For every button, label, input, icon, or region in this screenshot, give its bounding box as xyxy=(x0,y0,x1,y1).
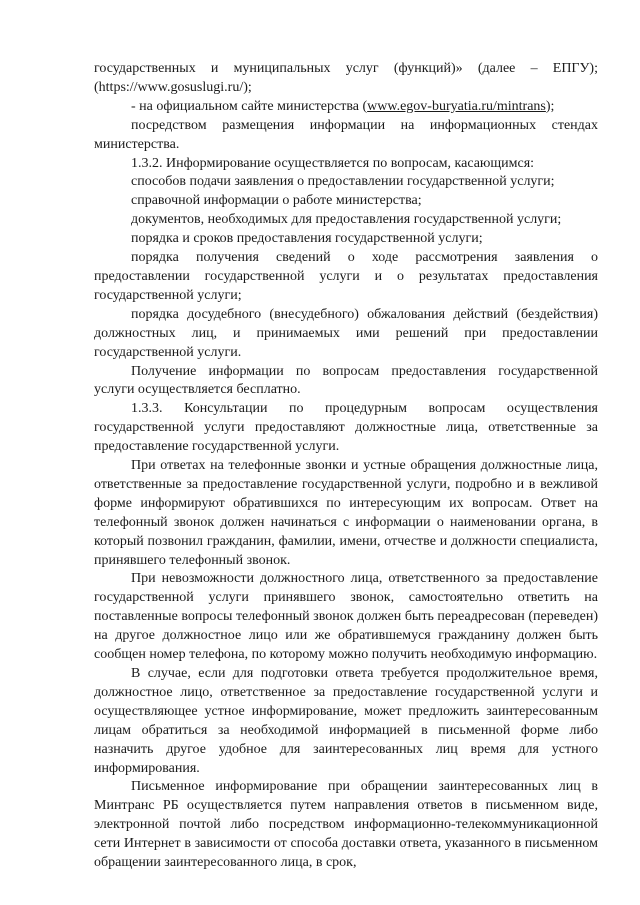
paragraph-ministry-site-before: - на официальном сайте министерства ( xyxy=(131,98,368,114)
paragraph-section-1-3-3: 1.3.3. Консультации по процедурным вопросам осуществления государственной услуги предоставляют должностные лица, ответственные за предоставление государственной услуги. xyxy=(94,401,598,455)
document-page xyxy=(94,60,598,873)
paragraph-ministry-site xyxy=(94,98,598,117)
paragraph-reference-info: справочной информации о работе министерства; xyxy=(131,193,422,209)
paragraph-epgu: государственных и муниципальных услуг (функций)» (далее – ЕПГУ); (https://www.gosuslugi.ru/); xyxy=(94,61,598,95)
paragraph-free-of-charge: Получение информации по вопросам предоставления государственной услуги осуществляется бесплатно. xyxy=(94,363,598,398)
paragraph-appeal-procedure: порядка досудебного (внесудебного) обжалования действий (бездействия) должностных лиц, и принимаемых ими решений при предоставлении государственной услуги. xyxy=(94,306,598,360)
paragraph-procedure-terms: порядка и сроков предоставления государственной услуги; xyxy=(131,231,483,247)
paragraph-call-redirect: При невозможности должностного лица, ответственного за предоставление государственной услуги принявшего звонок, самостоятельно ответить на поставленные вопросы телефонный звонок должен быть переадресован (переведен) на другое должностное лицо или же обратившемуся гражданину должен быть сообщен номер телефона, по которому можно получить необходимую информацию. xyxy=(94,571,598,663)
ministry-website-link[interactable]: www.egov-buryatia.ru/mintrans xyxy=(367,98,546,114)
paragraph-submission-methods: способов подачи заявления о предоставлении государственной услуги; xyxy=(131,174,555,190)
paragraph-written-info: Письменное информирование при обращении заинтересованных лиц в Минтранс РБ осуществляется путем направления ответов в письменном виде, электронной почтой либо посредством информационно-телекоммуникационной сети Интернет в зависимости от способа доставки ответа, указанного в письменном обращении заинтересованного лица, в срок, xyxy=(94,779,598,871)
paragraph-phone-answers: При ответах на телефонные звонки и устные обращения должностные лица, ответственные за предоставление государственной услуги, подробно и в вежливой форме информируют обратившихся по интересующим их вопросам. Ответ на телефонный звонок должен начинаться с информации о наименовании органа, в который позвонил гражданин, фамилии, имени, отчестве и должности специалиста, принявшего телефонный звонок. xyxy=(94,458,598,568)
paragraph-ministry-site-after: ); xyxy=(545,98,555,114)
paragraph-required-documents: документов, необходимых для предоставления государственной услуги; xyxy=(131,212,562,228)
paragraph-long-preparation: В случае, если для подготовки ответа требуется продолжительное время, должностное лицо, ответственное за предоставление государственной услуги и осуществляющее устное информирование, может предложить заинтересованным лицам обратиться за необходимой информацией в письменной форме либо назначить другое удобное для заинтересованных лиц время для устного информирования. xyxy=(94,666,598,776)
paragraph-info-stands: посредством размещения информации на информационных стендах министерства. xyxy=(94,117,598,152)
paragraph-progress-info: порядка получения сведений о ходе рассмотрения заявления о предоставлении государственной услуги и о результатах предоставления государственной услуги; xyxy=(94,250,598,303)
paragraph-section-1-3-2: 1.3.2. Информирование осуществляется по вопросам, касающимся: xyxy=(131,155,535,171)
